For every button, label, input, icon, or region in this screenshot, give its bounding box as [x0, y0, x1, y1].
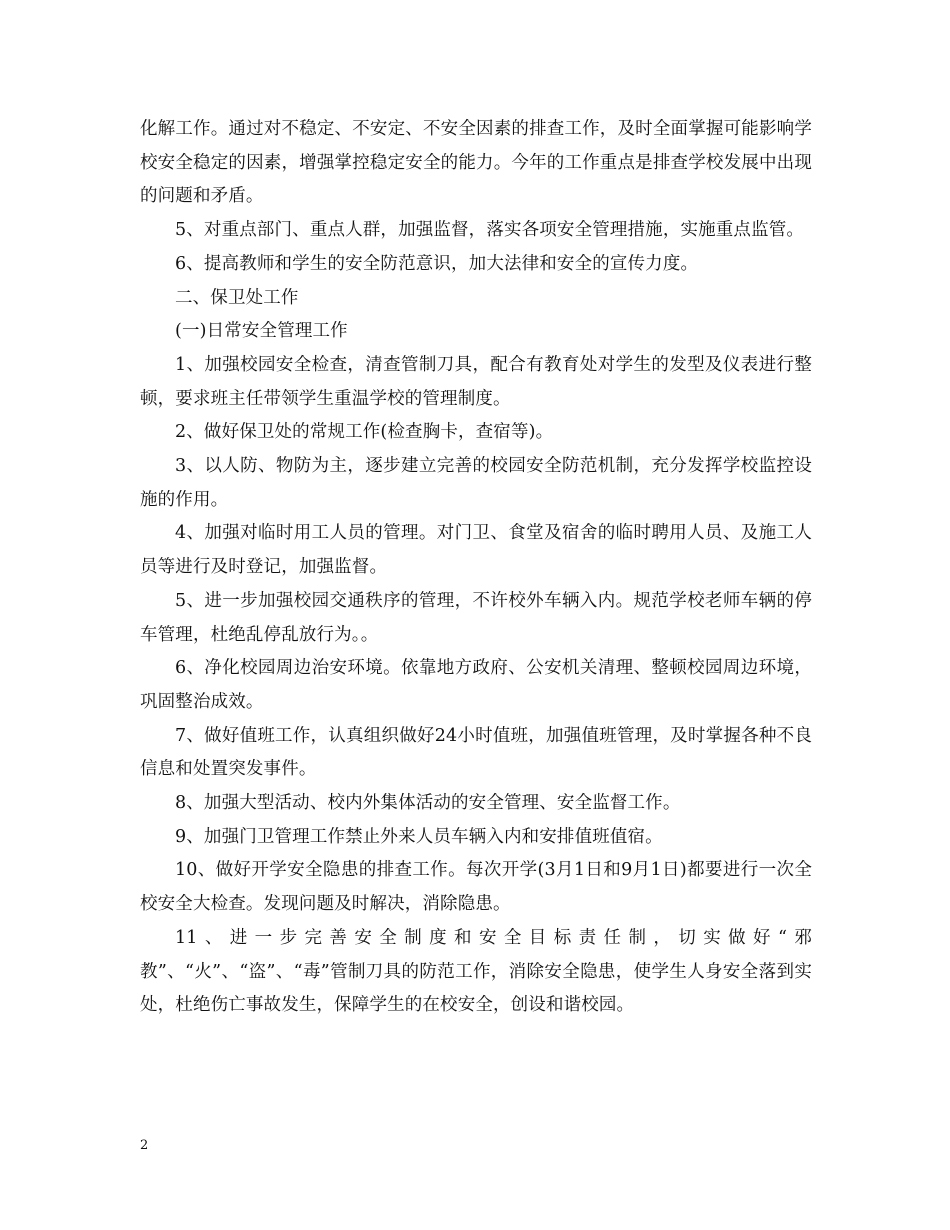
page-number: 2 [140, 1138, 149, 1153]
paragraph: 4、加强对临时用工人员的管理。对门卫、食堂及宿舍的临时聘用人员、及施工人员等进行及时登记，加强监督。 [140, 523, 812, 578]
paragraph: 6、净化校园周边治安环境。依靠地方政府、公安机关清理、整顿校园周边环境，巩固整治成效。 [140, 658, 812, 712]
paragraph: 7、做好值班工作，认真组织做好24小时值班，加强值班管理，及时掌握各种不良信息和处置突发事件。 [140, 725, 812, 780]
document-body [140, 113, 812, 1023]
paragraph: 9、加强门卫管理工作禁止外来人员车辆入内和安排值班值宿。 [175, 826, 663, 847]
paragraph: 化解工作。通过对不稳定、不安定、不安全因素的排查工作，及时全面掌握可能影响学校安全稳定的因素，增强掌控稳定安全的能力。今年的工作重点是排查学校发展中出现的问题和矛盾。 [140, 119, 812, 207]
paragraph: 8、加强大型活动、校内外集体活动的安全管理、安全监督工作。 [175, 793, 681, 814]
paragraph: 10、做好开学安全隐患的排查工作。每次开学(3月1日和9月1日)都要进行一次全校安全大检查。发现问题及时解决，消除隐患。 [140, 860, 812, 915]
paragraph: 3、以人防、物防为主，逐步建立完善的校园安全防范机制，充分发挥学校监控设施的作用。 [140, 456, 812, 510]
paragraph: (一)日常安全管理工作 [175, 321, 348, 342]
paragraph: 5、对重点部门、重点人群，加强监督，落实各项安全管理措施，实施重点监管。 [175, 220, 805, 241]
paragraph: 6、提高教师和学生的安全防范意识，加大法律和安全的宣传力度。 [175, 253, 699, 274]
paragraph: 11、进一步完善安全制度和安全目标责任制，切实做好“邪教”、“火”、“盗”、“毒”管制刀具的防范工作，消除安全隐患，使学生人身安全落到实处，杜绝伤亡事故发生，保障学生的在校安全，创设和谐校园。 [140, 927, 812, 1016]
paragraph: 二、保卫处工作 [175, 287, 299, 308]
paragraph: 1、加强校园安全检查，清查管制刀具，配合有教育处对学生的发型及仪表进行整顿，要求班主任带领学生重温学校的管理制度。 [140, 354, 812, 409]
paragraph: 5、进一步加强校园交通秩序的管理，不许校外车辆入内。规范学校老师车辆的停车管理，杜绝乱停乱放行为。。 [140, 590, 812, 645]
paragraph: 2、做好保卫处的常规工作(检查胸卡，查宿等)。 [175, 422, 554, 443]
